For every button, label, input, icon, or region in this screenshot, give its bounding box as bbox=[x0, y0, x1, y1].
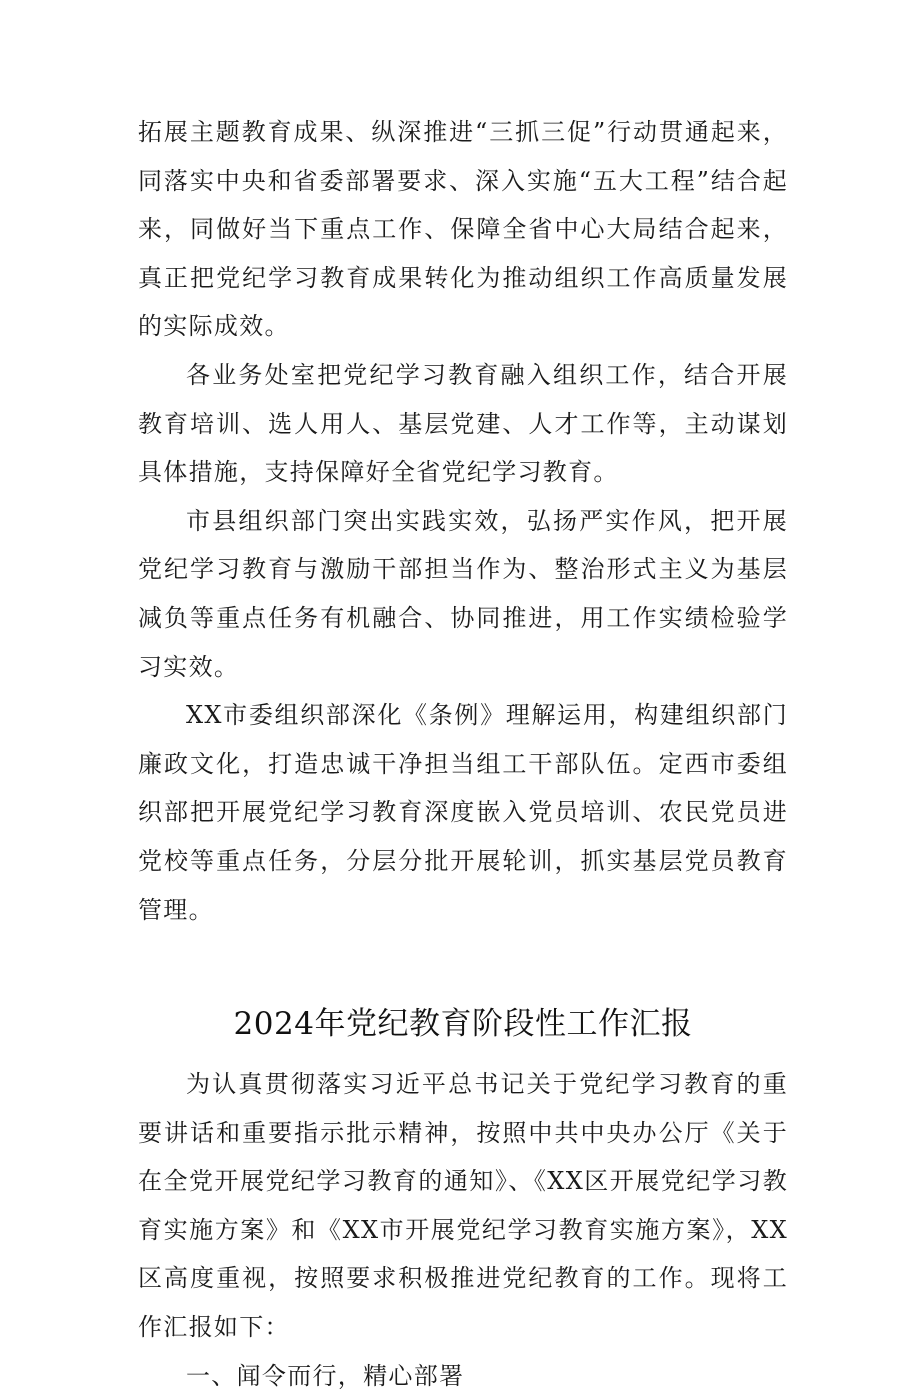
paragraph-introduction: 为认真贯彻落实习近平总书记关于党纪学习教育的重要讲话和重要指示批示精神，按照中共中央办公厅《关于在全党开展党纪学习教育的通知》、《XX区开展党纪学习教育实施方案》和《XX市开展党纪学习教育实施方案》，XX区高度重视，按照要求积极推进党纪教育的工作。现将工作汇报如下： bbox=[138, 1070, 788, 1342]
document-title: 2024年党纪教育阶段性工作汇报 bbox=[233, 1006, 693, 1043]
paragraph-city-committee: XX市委组织部深化《条例》理解运用，构建组织部门廉政文化，打造忠诚干净担当组工干部队伍。定西市委组织部把开展党纪学习教育深度嵌入党员培训、农民党员进党校等重点任务，分层分批开展轮训，抓实基层党员教育管理。 bbox=[138, 701, 788, 924]
paragraph-city-county-departments: 市县组织部门突出实践实效，弘扬严实作风，把开展党纪学习教育与激励干部担当作为、整治形式主义为基层减负等重点任务有机融合、协同推进，用工作实绩检验学习实效。 bbox=[138, 506, 788, 681]
paragraph-business-offices: 各业务处室把党纪学习教育融入组织工作，结合开展教育培训、选人用人、基层党建、人才工作等，主动谋划具体措施，支持保障好全省党纪学习教育。 bbox=[138, 360, 788, 487]
document-body bbox=[138, 108, 788, 1400]
paragraph-continuation: 拓展主题教育成果、纵深推进“三抓三促”行动贯通起来，同落实中央和省委部署要求、深入实施“五大工程”结合起来，同做好当下重点工作、保障全省中心大局结合起来，真正把党纪学习教育成果转化为推动组织工作高质量发展的实际成效。 bbox=[138, 118, 788, 341]
section-heading: 一、闻令而行，精心部署 bbox=[186, 1361, 465, 1390]
